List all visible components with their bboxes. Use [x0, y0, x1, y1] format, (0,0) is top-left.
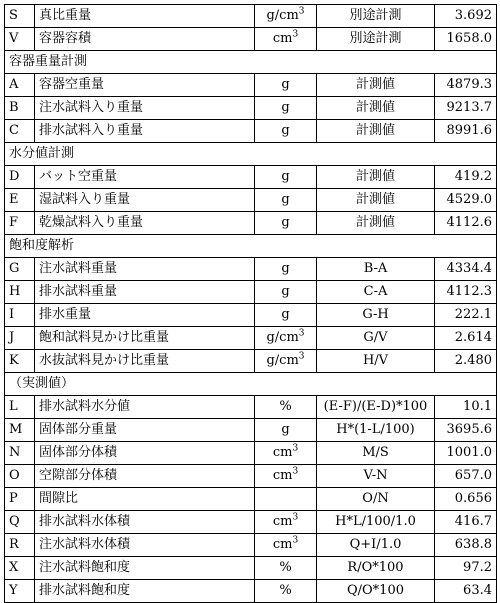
row-method: H*(1-L/100) [317, 419, 435, 442]
row-unit [255, 166, 317, 189]
row-unit [255, 327, 317, 350]
row-method: 計測値 [317, 212, 435, 235]
row-unit [255, 442, 317, 465]
table-row [5, 488, 497, 511]
row-value: 0.656 [435, 488, 497, 511]
row-unit [255, 488, 317, 511]
table-body [5, 5, 497, 603]
row-method: H/V [317, 350, 435, 373]
section-header-row [5, 51, 497, 74]
section-title: 容器重量計測 [5, 51, 497, 74]
unit-text: g [281, 123, 290, 138]
unit-text: % [279, 583, 292, 598]
row-symbol: C [5, 120, 35, 143]
row-item-name: 間隙比 [35, 488, 255, 511]
row-method: 計測値 [317, 166, 435, 189]
table-row [5, 557, 497, 580]
unit-text: cm [272, 537, 293, 552]
row-item-name: 排水試料重量 [35, 281, 255, 304]
unit-text: cm [272, 468, 293, 483]
row-unit [255, 304, 317, 327]
unit-text: g/cm [266, 8, 299, 23]
row-item-name: 空隙部分体積 [35, 465, 255, 488]
unit-text: g/cm [266, 330, 299, 345]
row-symbol: I [5, 304, 35, 327]
unit-text: cm [272, 514, 293, 529]
table-row [5, 74, 497, 97]
row-symbol: E [5, 189, 35, 212]
row-unit [255, 258, 317, 281]
row-method: C-A [317, 281, 435, 304]
row-value: 97.2 [435, 557, 497, 580]
row-value: 4112.3 [435, 281, 497, 304]
row-item-name: 排水試料飽和度 [35, 580, 255, 603]
row-unit [255, 28, 317, 51]
row-method: Q/O*100 [317, 580, 435, 603]
row-value: 1658.0 [435, 28, 497, 51]
unit-exponent: 3 [292, 535, 299, 546]
table-row [5, 304, 497, 327]
unit-text: g [281, 169, 290, 184]
section-title: 飽和度解析 [5, 235, 497, 258]
row-item-name: 容器容積 [35, 28, 255, 51]
row-method: G/V [317, 327, 435, 350]
unit-text: g [281, 422, 290, 437]
row-value: 3.692 [435, 5, 497, 28]
row-method: O/N [317, 488, 435, 511]
unit-text: g [281, 77, 290, 92]
table-row [5, 465, 497, 488]
section-header-row [5, 143, 497, 166]
section-title: （実測値） [5, 373, 497, 396]
unit-exponent: 3 [298, 351, 305, 362]
table-row [5, 212, 497, 235]
unit-text: % [279, 560, 292, 575]
row-unit [255, 396, 317, 419]
table-row [5, 580, 497, 603]
table-row [5, 5, 497, 28]
row-value: 2.614 [435, 327, 497, 350]
row-unit [255, 281, 317, 304]
row-value: 63.4 [435, 580, 497, 603]
calculation-sheet [4, 4, 496, 598]
row-unit [255, 350, 317, 373]
row-method: B-A [317, 258, 435, 281]
table-row [5, 166, 497, 189]
row-unit [255, 511, 317, 534]
unit-text: g [281, 100, 290, 115]
row-method: 計測値 [317, 74, 435, 97]
row-value: 4112.6 [435, 212, 497, 235]
row-symbol: B [5, 97, 35, 120]
row-symbol: Y [5, 580, 35, 603]
row-unit [255, 120, 317, 143]
row-symbol: R [5, 534, 35, 557]
row-symbol: H [5, 281, 35, 304]
row-method: R/O*100 [317, 557, 435, 580]
row-method: V-N [317, 465, 435, 488]
unit-text: cm [272, 31, 293, 46]
section-title: 水分値計測 [5, 143, 497, 166]
table-row [5, 97, 497, 120]
row-value: 4879.3 [435, 74, 497, 97]
row-unit [255, 74, 317, 97]
section-header-row [5, 235, 497, 258]
table-row [5, 419, 497, 442]
row-item-name: 注水試料飽和度 [35, 557, 255, 580]
row-symbol: M [5, 419, 35, 442]
unit-text: % [279, 399, 292, 414]
row-symbol: K [5, 350, 35, 373]
row-symbol: J [5, 327, 35, 350]
row-item-name: 固体部分体積 [35, 442, 255, 465]
row-item-name: 注水試料水体積 [35, 534, 255, 557]
row-item-name: 排水重量 [35, 304, 255, 327]
row-value: 416.7 [435, 511, 497, 534]
row-method: 計測値 [317, 189, 435, 212]
row-unit [255, 189, 317, 212]
row-method: (E-F)/(E-D)*100 [317, 396, 435, 419]
row-value: 9213.7 [435, 97, 497, 120]
table-row [5, 396, 497, 419]
row-value: 3695.6 [435, 419, 497, 442]
table-row [5, 350, 497, 373]
row-unit [255, 97, 317, 120]
unit-text: g [281, 307, 290, 322]
row-symbol: P [5, 488, 35, 511]
row-unit [255, 465, 317, 488]
row-item-name: 注水試料重量 [35, 258, 255, 281]
unit-text: g [281, 192, 290, 207]
row-item-name: 水抜試料見かけ比重量 [35, 350, 255, 373]
row-unit [255, 5, 317, 28]
row-value: 4529.0 [435, 189, 497, 212]
row-unit [255, 212, 317, 235]
row-symbol: Q [5, 511, 35, 534]
row-method: Q+I/1.0 [317, 534, 435, 557]
table-row [5, 442, 497, 465]
row-value: 222.1 [435, 304, 497, 327]
unit-exponent: 3 [298, 6, 305, 17]
table-row [5, 258, 497, 281]
row-symbol: L [5, 396, 35, 419]
saturation-calculation-table [4, 4, 497, 603]
unit-exponent: 3 [298, 328, 305, 339]
unit-text: cm [272, 445, 293, 460]
row-value: 419.2 [435, 166, 497, 189]
row-method: G-H [317, 304, 435, 327]
row-value: 638.8 [435, 534, 497, 557]
row-value: 8991.6 [435, 120, 497, 143]
row-symbol: S [5, 5, 35, 28]
unit-exponent: 3 [292, 466, 299, 477]
row-item-name: 排水試料水分値 [35, 396, 255, 419]
unit-exponent: 3 [292, 512, 299, 523]
row-unit [255, 557, 317, 580]
row-item-name: 湿試料入り重量 [35, 189, 255, 212]
table-row [5, 28, 497, 51]
table-row [5, 281, 497, 304]
row-item-name: バット空重量 [35, 166, 255, 189]
unit-text: g/cm [266, 353, 299, 368]
row-item-name: 乾燥試料入り重量 [35, 212, 255, 235]
row-item-name: 排水試料入り重量 [35, 120, 255, 143]
row-item-name: 容器空重量 [35, 74, 255, 97]
row-value: 4334.4 [435, 258, 497, 281]
table-row [5, 511, 497, 534]
row-value: 657.0 [435, 465, 497, 488]
row-value: 1001.0 [435, 442, 497, 465]
table-row [5, 120, 497, 143]
row-item-name: 排水試料水体積 [35, 511, 255, 534]
row-item-name: 固体部分重量 [35, 419, 255, 442]
row-item-name: 飽和試料見かけ比重量 [35, 327, 255, 350]
row-value: 10.1 [435, 396, 497, 419]
row-method: M/S [317, 442, 435, 465]
table-row [5, 189, 497, 212]
unit-text: g [281, 215, 290, 230]
row-symbol: V [5, 28, 35, 51]
row-value: 2.480 [435, 350, 497, 373]
row-symbol: X [5, 557, 35, 580]
row-symbol: G [5, 258, 35, 281]
row-unit [255, 419, 317, 442]
row-symbol: D [5, 166, 35, 189]
unit-text: g [281, 284, 290, 299]
table-row [5, 534, 497, 557]
row-symbol: N [5, 442, 35, 465]
row-unit [255, 534, 317, 557]
row-item-name: 注水試料入り重量 [35, 97, 255, 120]
row-symbol: F [5, 212, 35, 235]
row-method: 別途計測 [317, 28, 435, 51]
row-method: 計測値 [317, 97, 435, 120]
row-symbol: A [5, 74, 35, 97]
section-header-row [5, 373, 497, 396]
unit-exponent: 3 [292, 443, 299, 454]
row-method: 別途計測 [317, 5, 435, 28]
row-item-name: 真比重量 [35, 5, 255, 28]
row-method: H*L/100/1.0 [317, 511, 435, 534]
unit-text: g [281, 261, 290, 276]
row-method: 計測値 [317, 120, 435, 143]
row-unit [255, 580, 317, 603]
unit-exponent: 3 [292, 29, 299, 40]
table-row [5, 327, 497, 350]
row-symbol: O [5, 465, 35, 488]
